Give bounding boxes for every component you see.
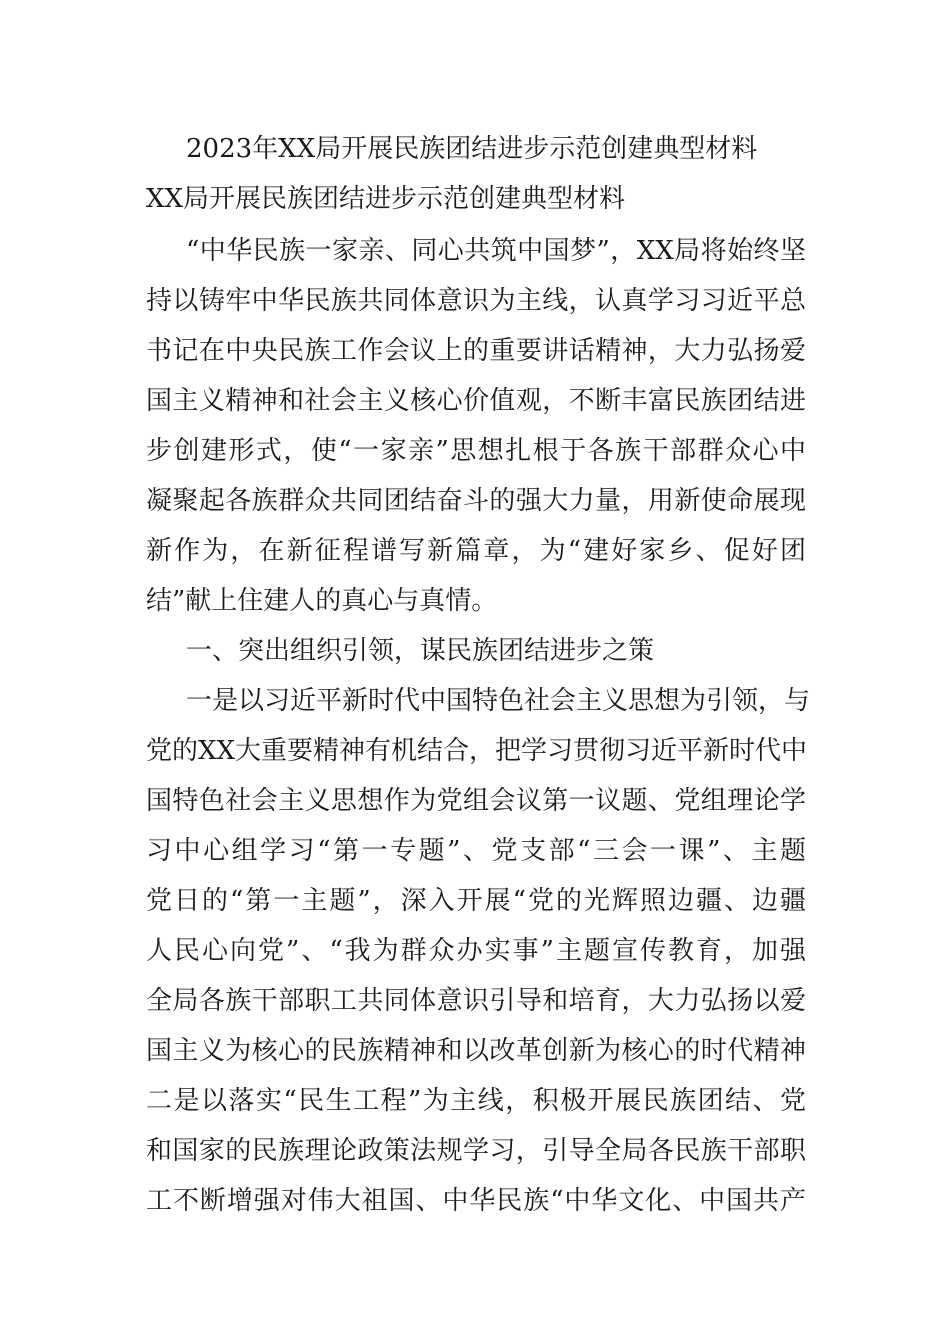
paragraph-line: 和国家的民族理论政策法规学习，引导全局各民族干部职 xyxy=(146,1136,806,1166)
paragraph-line: 党日的“第一主题”，深入开展“党的光辉照边疆、边疆 xyxy=(146,886,806,916)
paragraph-line: 书记在中央民族工作会议上的重要讲话精神，大力弘扬爱 xyxy=(146,336,806,366)
document-subtitle: XX局开展民族团结进步示范创建典型材料 xyxy=(146,184,626,214)
paragraph-line: 持以铸牢中华民族共同体意识为主线，认真学习习近平总 xyxy=(146,286,806,316)
paragraph-line: 人民心向党”、“我为群众办实事”主题宣传教育，加强 xyxy=(146,936,806,966)
paragraph-line: 国特色社会主义思想作为党组会议第一议题、党组理论学 xyxy=(146,786,806,816)
paragraph-line: 国主义为核心的民族精神和以改革创新为核心的时代精神 xyxy=(146,1036,806,1066)
paragraph-line: 工不断增强对伟大祖国、中华民族“中华文化、中国共产 xyxy=(146,1186,806,1216)
paragraph-line: 党的XX大重要精神有机结合，把学习贯彻习近平新时代中 xyxy=(146,736,808,766)
paragraph-line: 习中心组学习“第一专题”、党支部“三会一课”、主题 xyxy=(146,836,806,866)
paragraph-line: 凝聚起各族群众共同团结奋斗的强大力量，用新使命展现 xyxy=(146,486,806,516)
paragraph-line: 国主义精神和社会主义核心价值观，不断丰富民族团结进 xyxy=(146,386,806,416)
section-heading: 一、突出组织引领，谋民族团结进步之策 xyxy=(186,636,655,666)
document-title: 2023年XX局开展民族团结进步示范创建典型材料 xyxy=(186,134,758,164)
paragraph-line: 二是以落实“民生工程”为主线，积极开展民族团结、党 xyxy=(146,1086,806,1116)
paragraph-line: 结”献上住建人的真心与真情。 xyxy=(146,586,498,616)
paragraph-line: 全局各族干部职工共同体意识引导和培育，大力弘扬以爱 xyxy=(146,986,806,1016)
paragraph-line: “中华民族一家亲、同心共筑中国梦”，XX局将始终坚 xyxy=(186,236,806,266)
paragraph-line: 新作为，在新征程谱写新篇章，为“建好家乡、促好团 xyxy=(146,536,806,566)
paragraph-line: 一是以习近平新时代中国特色社会主义思想为引领，与 xyxy=(186,686,811,716)
paragraph-line: 步创建形式，使“一家亲”思想扎根于各族干部群众心中 xyxy=(146,436,806,466)
